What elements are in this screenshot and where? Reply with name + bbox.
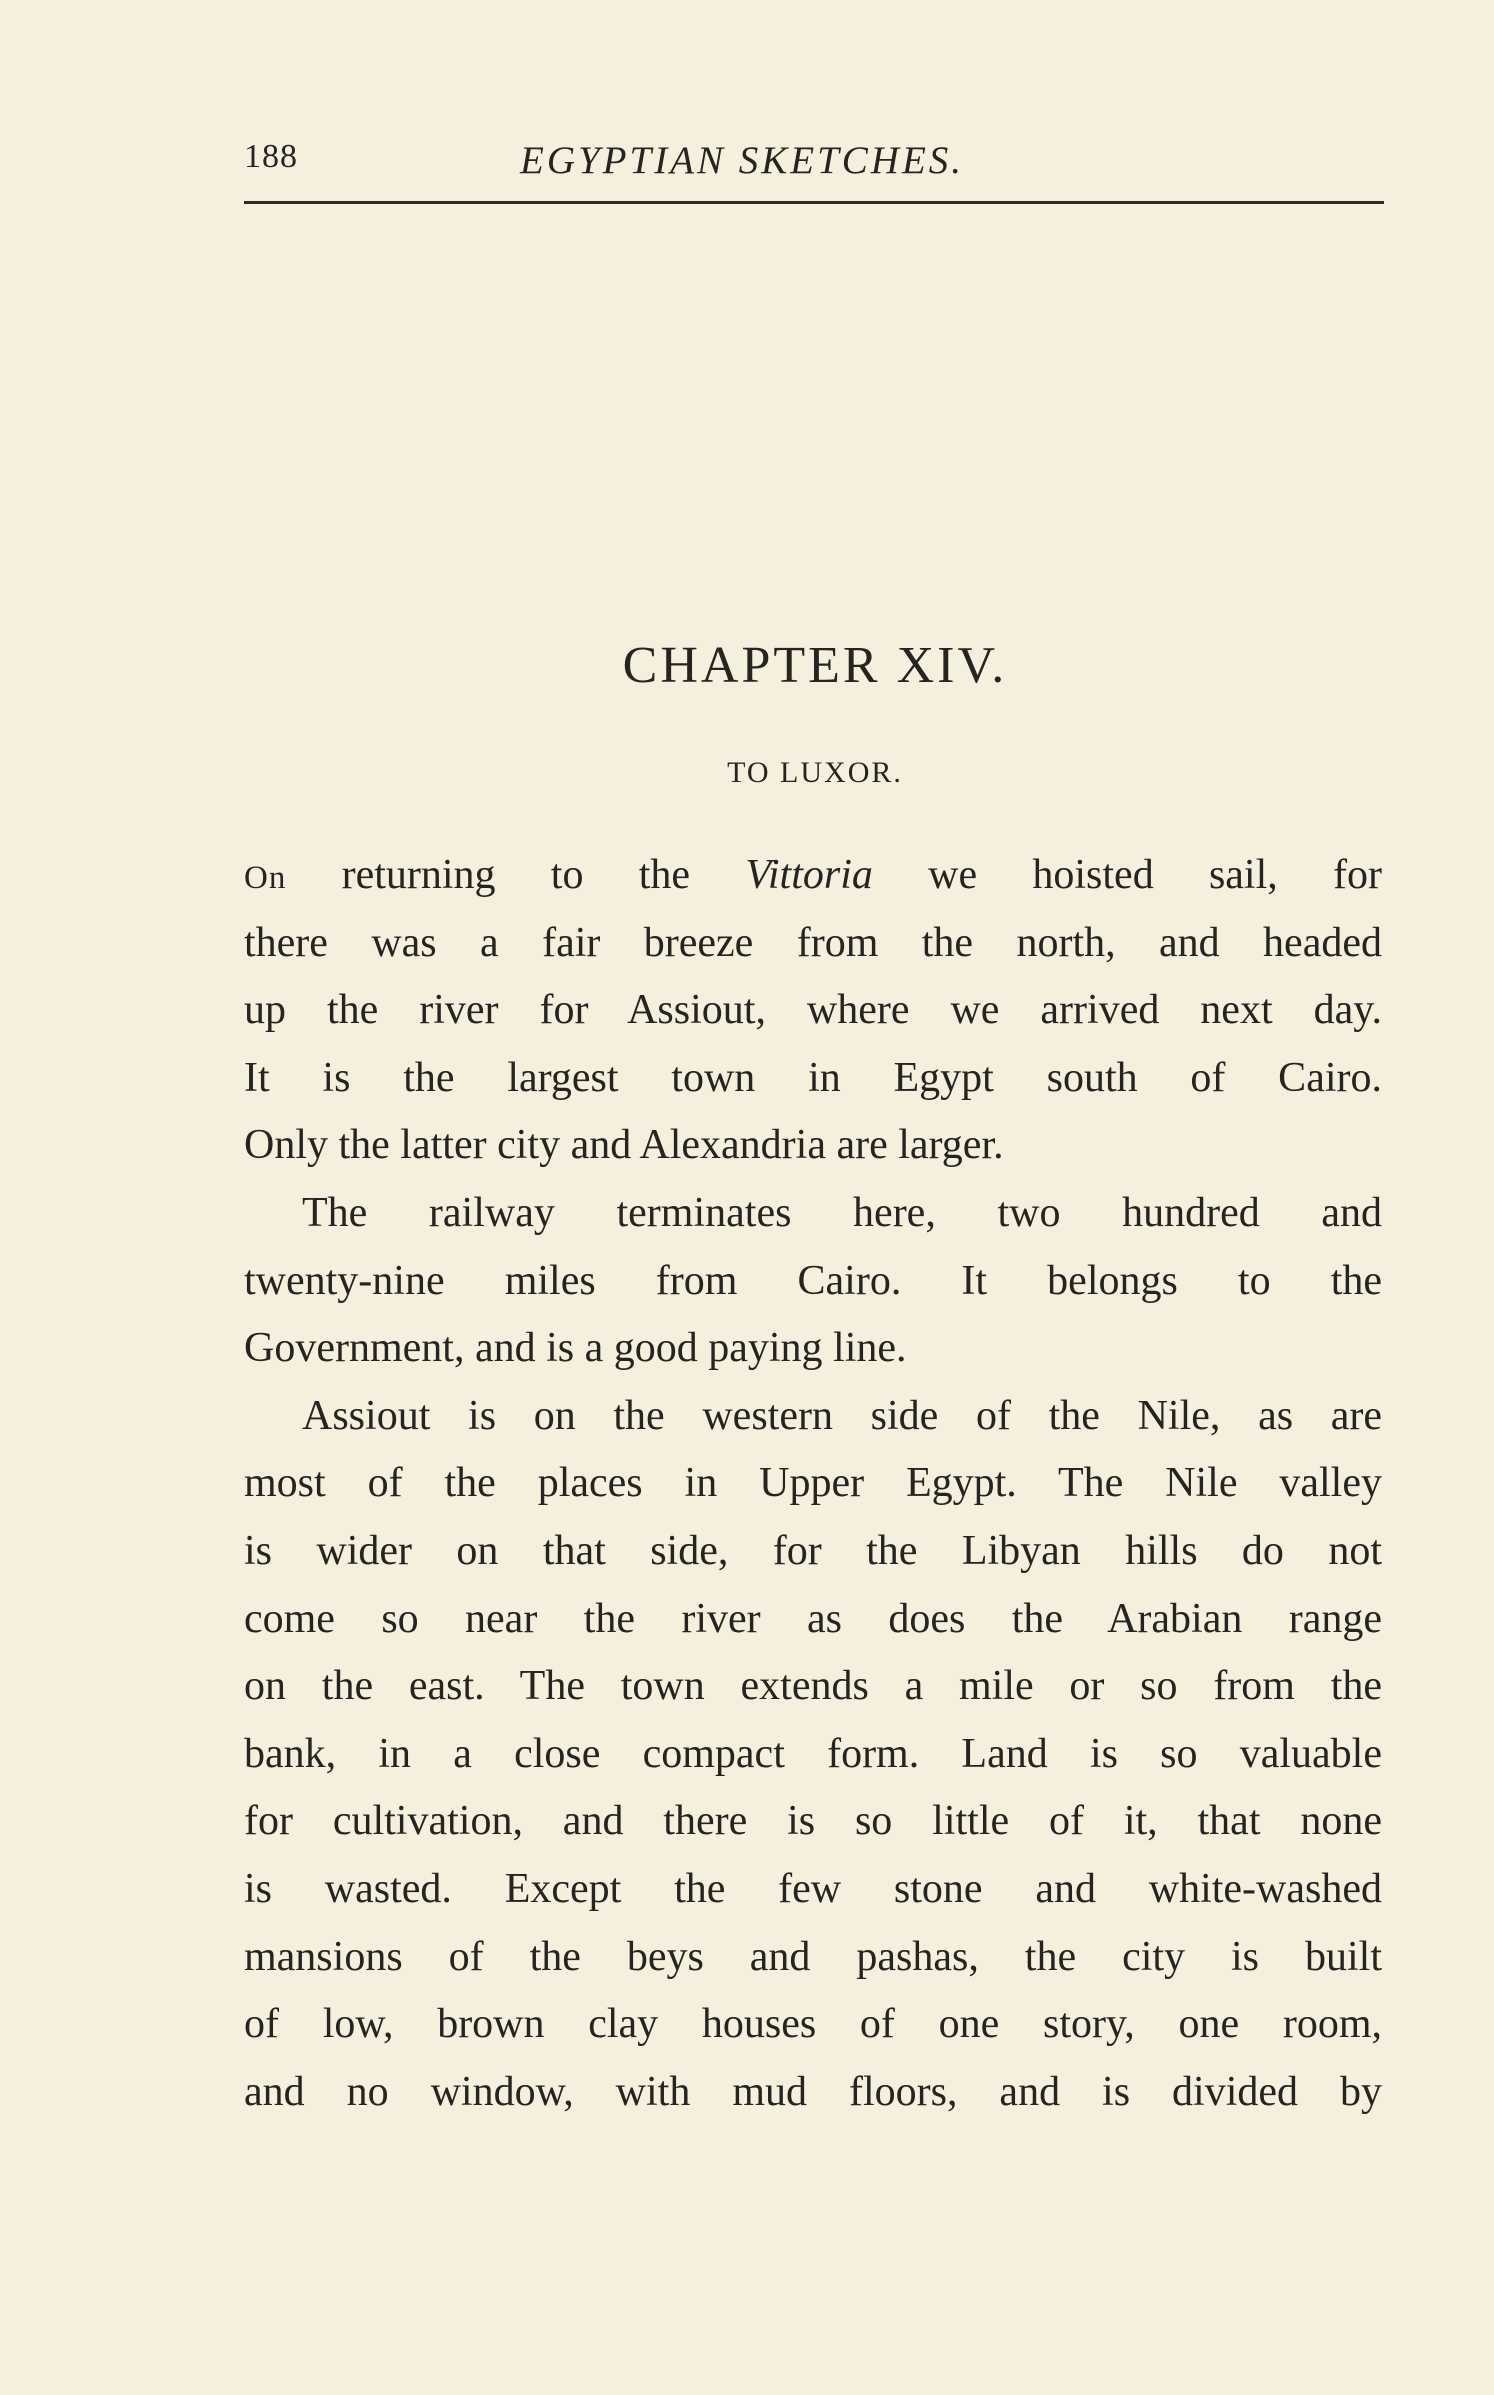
text-line: twenty-nine miles from Cairo. It belongs to the xyxy=(244,1257,1382,1304)
text-line: come so near the river as does the Arabian range xyxy=(244,1595,1382,1642)
text-fragment: we hoisted sail, for xyxy=(872,852,1382,898)
text-line: there was a fair breeze from the north, and headed xyxy=(244,919,1382,966)
page-number: 188 xyxy=(244,138,298,175)
text-line: It is the largest town in Egypt south of Cairo. xyxy=(244,1054,1382,1101)
opening-word: On xyxy=(244,860,287,896)
text-line: is wasted. Except the few stone and white-washed xyxy=(244,1865,1382,1912)
text-line: The railway terminates here, two hundred and xyxy=(302,1189,1382,1236)
text-line: Assiout is on the western side of the Nile, as are xyxy=(302,1392,1382,1439)
text-line: is wider on that side, for the Libyan hills do not xyxy=(244,1527,1382,1574)
text-fragment: returning to the xyxy=(286,852,746,898)
body-text xyxy=(244,842,1382,2126)
text-line: and no window, with mud floors, and is divided by xyxy=(244,2068,1382,2115)
text-line: up the river for Assiout, where we arrived next day. xyxy=(244,987,1382,1034)
text-line: mansions of the beys and pashas, the city is built xyxy=(244,1933,1382,1980)
running-title: EGYPTIAN SKETCHES. xyxy=(520,139,965,182)
text-line: on the east. The town extends a mile or so from the xyxy=(244,1663,1382,1710)
text-line: bank, in a close compact form. Land is so valuable xyxy=(244,1730,1382,1777)
header-rule xyxy=(244,201,1384,204)
text-line: most of the places in Upper Egypt. The Nile valley xyxy=(244,1460,1382,1507)
text-line: of low, brown clay houses of one story, one room, xyxy=(244,2001,1382,2048)
chapter-title: CHAPTER XIV. xyxy=(622,637,1008,694)
ship-name: Vittoria xyxy=(745,852,873,898)
chapter-subtitle: TO LUXOR. xyxy=(727,756,903,789)
text-line: Government, and is a good paying line. xyxy=(244,1325,907,1372)
page-header xyxy=(244,138,1386,194)
text-line: Only the latter city and Alexandria are larger. xyxy=(244,1122,1004,1169)
text-line: for cultivation, and there is so little of it, that none xyxy=(244,1798,1382,1845)
text-line xyxy=(244,842,1382,910)
